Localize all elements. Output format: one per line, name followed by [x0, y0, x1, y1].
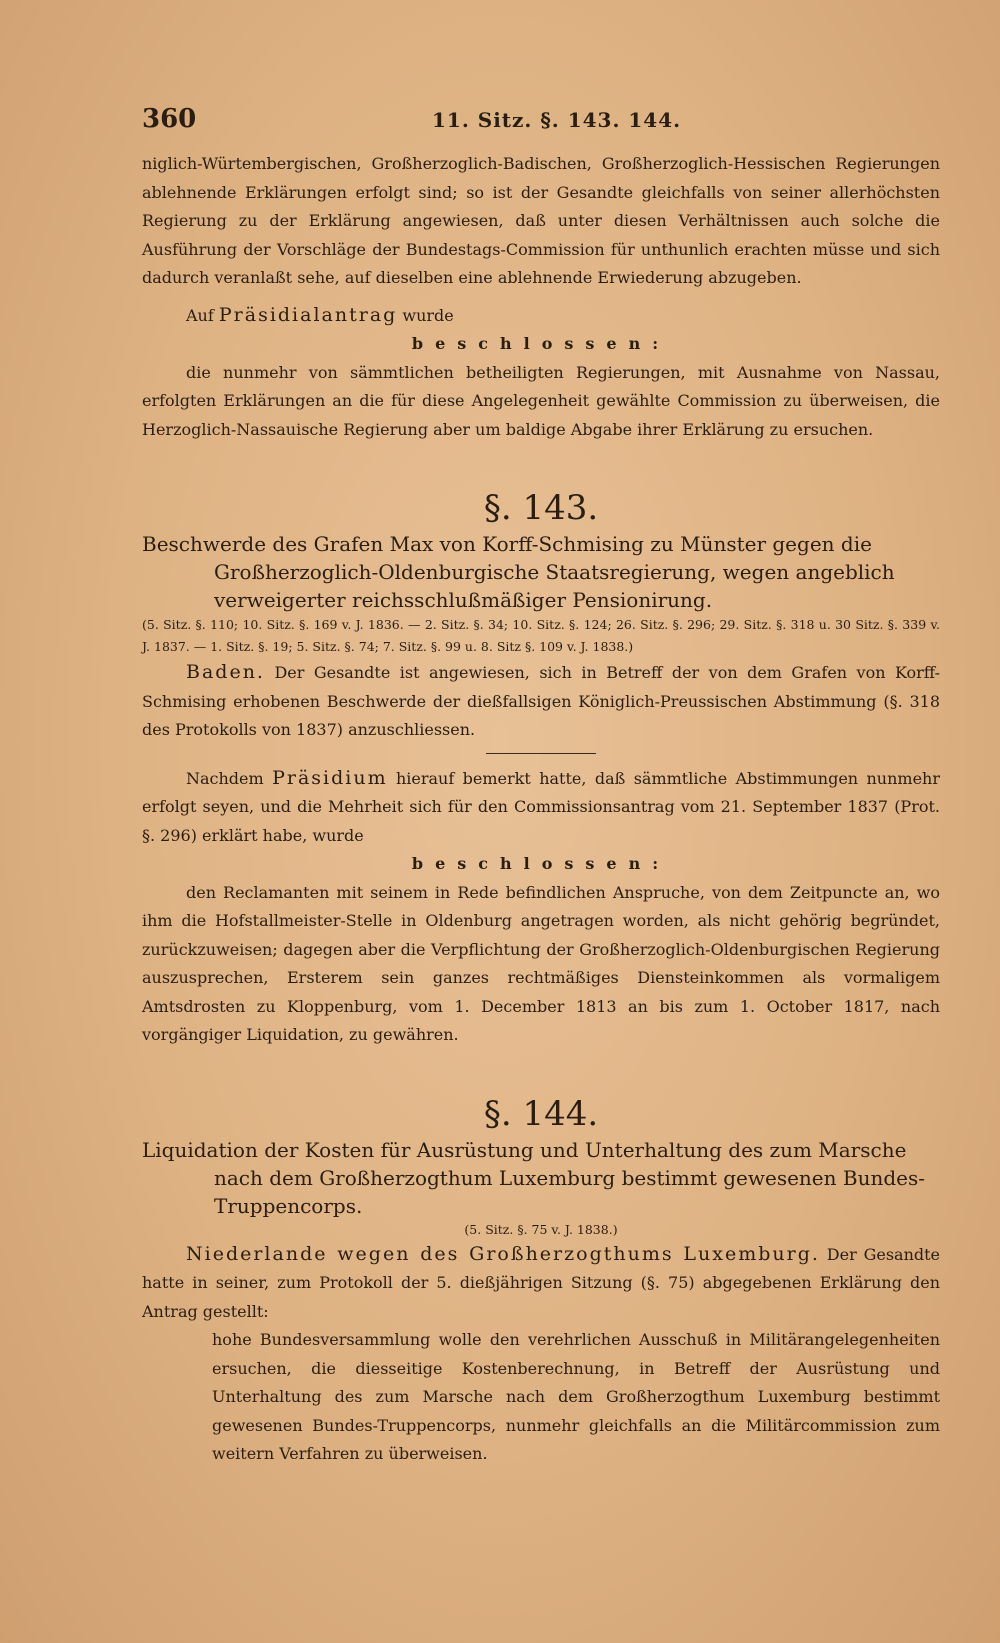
beschlossen-label-1: beschlossen:	[411, 334, 671, 353]
section-143-references: (5. Sitz. §. 110; 10. Sitz. §. 169 v. J. 1836. — 2. Sitz. §. 34; 10. Sitz. §. 124; 26. Sitz. §. 296; 29. Sitz. §. 318 u. 30 Sitz. §. 339 v. J. 1837. — 1. Sitz. §. 19; 5. Sitz. §. 74; 7. Sitz. §. 99 u. 8. Sitz §. 109 v. J. 1838.)	[142, 617, 940, 654]
page-number: 360	[142, 104, 197, 134]
antrag-post: wurde	[397, 305, 454, 325]
running-title: 11. Sitz. §. 143. 144.	[432, 108, 682, 132]
baden-word: Baden.	[186, 661, 265, 683]
page-header	[142, 104, 882, 140]
antrag-quote: hohe Bundesversammlung wolle den verehrlichen Ausschuß in Militärangelegenheiten ersuchen, die diesseitige Kostenberechnung, in Betreff der Ausrüstung und Unterhaltung des zum Marsche nach dem Großherzogthum Luxemburg bestimmt gewesenen Bundes-Truppencorps, nunmehr gleichfalls an die Militärcommission zum weitern Verfahren zu überweisen.	[212, 1330, 940, 1463]
section-144-number: §. 144.	[483, 1093, 599, 1134]
section-144-references: (5. Sitz. §. 75 v. J. 1838.)	[464, 1221, 618, 1237]
section-143-number: §. 143.	[483, 488, 599, 528]
section-144-title: Liquidation der Kosten für Ausrüstung und Unterhaltung des zum Marsche nach dem Großherzogthum Luxemburg bestimmt gewesenen Bundes-Truppencorps.	[142, 1137, 925, 1218]
praesidium-paragraph	[142, 764, 940, 851]
praes-pre: Nachdem	[186, 768, 273, 788]
antrag-line	[142, 301, 940, 331]
resolution-1: die nunmehr von sämmtlichen betheiligten Regierungen, mit Ausnahme von Nassau, erfolgten Erklärungen an die für diese Angelegenheit gewählte Commission zu überweisen, die Herzoglich-Nassauische Regierung aber um baldige Abgabe ihrer Erklärung zu ersuchen.	[142, 362, 940, 439]
niederlande-statement	[142, 1240, 940, 1327]
praes-word: Präsidium	[272, 766, 388, 789]
niederlande-word: Niederlande wegen des Großherzogthums Luxemburg.	[186, 1242, 820, 1265]
beschlossen-label-2: beschlossen:	[411, 854, 671, 873]
baden-statement	[142, 658, 940, 745]
divider-rule	[486, 753, 596, 754]
praes-post: hierauf bemerkt hatte, daß sämmtliche Abstimmungen nunmehr erfolgt seyen, und die Mehrheit sich für den Commissionsantrag vom 21. September 1837 (Prot. §. 296) erklärt habe, wurde	[142, 768, 940, 845]
section-143-title: Beschwerde des Grafen Max von Korff-Schmising zu Münster gegen die Großherzoglich-Oldenburgische Staatsregierung, wegen angeblich verweigerter reichsschlußmäßiger Pensionirung.	[142, 532, 895, 612]
niederlande-text: Der Gesandte hatte in seiner, zum Protokoll der 5. dießjährigen Sitzung (§. 75) abgegebenen Erklärung den Antrag gestellt:	[142, 1244, 941, 1321]
antrag-word: Präsidialantrag	[218, 303, 398, 326]
resolution-2: den Reclamanten mit seinem in Rede befindlichen Anspruche, von dem Zeitpuncte an, wo ihm die Hofstallmeister-Stelle in Oldenburg angetragen worden, als nicht gehörig begründet, zurückzuweisen; dagegen aber die Verpflichtung der Großherzoglich-Oldenburgischen Regierung auszusprechen, Ersterem sein ganzes rechtmäßiges Diensteinkommen als vormaligem Amtsdrosten zu Kloppenburg, vom 1. December 1813 an bis zum 1. October 1817, nach vorgängiger Liquidation, zu gewähren.	[142, 882, 940, 1044]
antrag-pre: Auf	[186, 305, 219, 325]
continued-paragraph: niglich-Würtembergischen, Großherzoglich-Badischen, Großherzoglich-Hessischen Regierungen ablehnende Erklärungen erfolgt sind; so ist der Gesandte gleichfalls von seiner allerhöchsten Regierung zu der Erklärung angewiesen, daß unter diesen Verhältnissen auch solche die Ausführung der Vorschläge der Bundestags-Commission für unthunlich erachten müsse und sich dadurch veranlaßt sehe, auf dieselben eine ablehnende Erwiederung abzugeben.	[142, 154, 940, 287]
baden-text: Der Gesandte ist angewiesen, sich in Betreff der von dem Grafen von Korff-Schmising erhobenen Beschwerde der dießfallsigen Königlich-Preussischen Abstimmung (§. 318 des Protokolls von 1837) anzuschliessen.	[142, 663, 940, 739]
page-body	[142, 150, 940, 1469]
